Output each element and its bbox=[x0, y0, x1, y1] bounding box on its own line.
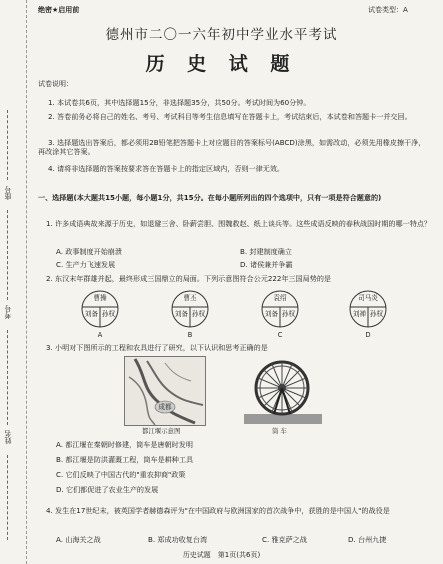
exam-title: 德州市二〇一六年初中学业水平考试 bbox=[105, 27, 338, 43]
question-2-stem: 2. 东汉末年群雄并起，最终形成三国鼎立的局面。下列示意图符合公元222年三国局势的是 bbox=[46, 274, 332, 283]
q2-letter-d: D bbox=[365, 331, 371, 339]
q3-option-d: D. 它们都促进了农业生产的发展 bbox=[56, 485, 159, 494]
notice-label: 试卷说明： bbox=[38, 80, 73, 88]
secret-mark: 绝密★启用前 bbox=[38, 6, 80, 14]
q2-d-top: 司马炎 bbox=[358, 294, 378, 302]
q2-letter-a: A bbox=[97, 331, 103, 339]
paper-type: 试卷类型：A bbox=[368, 6, 408, 14]
notice-item: 3. 选择题选出答案后，都必须用2B铅笔把答题卡上对应题目的答案标号(ABCD)涂黑，如需改动，必须先用橡皮擦干净，再改涂其它答案。 bbox=[38, 138, 426, 156]
dujiangyan-map-drawing bbox=[125, 357, 205, 425]
q1-option-b: B. 封建制度确立 bbox=[240, 247, 292, 256]
dujiangyan-caption: 都江堰示意图 bbox=[142, 427, 181, 435]
q2-letter-b: B bbox=[187, 331, 193, 339]
q1-option-c: C. 生产力飞速发展 bbox=[56, 260, 116, 269]
q2-d-right: 孙权 bbox=[369, 310, 384, 318]
q2-d-left: 刘禅 bbox=[352, 310, 367, 318]
section-heading: 一、选择题(本大题共15小题，每小题1分，共15分。在每小题所列出的四个选项中，只有一项是符合题意的) bbox=[38, 193, 382, 202]
question-3-stem: 3. 小明对下图所示的工程和农具进行了研究，以下认识和思考正确的是 bbox=[46, 343, 268, 352]
q1-option-a: A. 政事制度开始崩溃 bbox=[56, 247, 122, 256]
page-footer: 历史试题 第1页(共6页) bbox=[182, 551, 261, 559]
q4-option-a: A. 山海关之战 bbox=[56, 535, 101, 544]
notice-item: 1. 本试卷共6页，其中选择题15分，非选择题35分，共50分。考试时间为60分钟。 bbox=[48, 98, 311, 107]
subject-title: 历 史 试 题 bbox=[145, 53, 298, 75]
q3-option-c: C. 它们反映了中国古代的"重农抑商"政策 bbox=[56, 470, 186, 479]
q4-option-d: D. 台州九捷 bbox=[348, 535, 387, 544]
waterwheel-caption: 筒 车 bbox=[272, 427, 287, 435]
exam-no-label: 考号 bbox=[4, 305, 12, 319]
q2-a-top: 曹操 bbox=[93, 294, 107, 302]
chengdu-label: 成都 bbox=[158, 403, 172, 411]
question-1-stem: 1. 许多成语典故来源于历史，如退避三舍、卧薪尝胆、围魏救赵、纸上谈兵等。这些成语反映的春秋战国时期的哪一特点？ bbox=[46, 219, 431, 228]
notice-item: 4. 请将非选择题的答案按要求答在答题卡上的指定区域内，否则一律无效。 bbox=[48, 164, 285, 173]
seat-no-label: 座号 bbox=[4, 186, 12, 200]
q2-diagram-d bbox=[348, 289, 388, 329]
side-line bbox=[7, 455, 8, 540]
waterwheel-drawing bbox=[244, 358, 322, 424]
q2-c-left: 刘备 bbox=[264, 310, 279, 318]
q2-diagram-a bbox=[80, 289, 120, 329]
q4-option-b: B. 郑成功收复台湾 bbox=[148, 535, 208, 544]
q2-a-left: 刘备 bbox=[84, 310, 99, 318]
notice-item: 2. 答卷前务必将自己的姓名、考号、考试科目等考生信息填写在答题卡上，考试结束后，本试卷和答题卡一并交回。 bbox=[48, 112, 412, 121]
waterwheel-image bbox=[244, 358, 322, 424]
name-label: 姓名 bbox=[4, 430, 12, 444]
question-4-stem: 4. 发生在17世纪末，被英国学者赫德森评为"在中国政府与欧洲国家的首次战争中，获胜的是中国人"的战役是 bbox=[46, 506, 390, 515]
q2-b-right: 孙权 bbox=[191, 310, 206, 318]
q3-option-a: A. 都江堰在秦朝时修建，筒车是唐朝时发明 bbox=[56, 440, 193, 449]
side-line bbox=[7, 110, 8, 180]
binding-margin-line bbox=[26, 0, 27, 564]
dujiangyan-map bbox=[124, 356, 206, 426]
q2-c-top: 袁绍 bbox=[273, 294, 287, 302]
q2-diagram-b bbox=[170, 289, 210, 329]
q2-b-top: 曹丕 bbox=[183, 294, 197, 302]
q2-b-left: 刘备 bbox=[174, 310, 189, 318]
q2-diagram-c bbox=[260, 289, 300, 329]
q2-letter-c: C bbox=[277, 331, 283, 339]
q4-option-c: C. 雅克萨之战 bbox=[262, 535, 307, 544]
side-line bbox=[7, 330, 8, 425]
q2-c-right: 孙权 bbox=[281, 310, 296, 318]
side-line bbox=[7, 210, 8, 300]
q3-option-b: B. 都江堰是防洪灌溉工程，筒车是耕种工具 bbox=[56, 455, 194, 464]
q2-a-right: 孙权 bbox=[101, 310, 116, 318]
q1-option-d: D. 诸侯兼并争霸 bbox=[240, 260, 293, 269]
